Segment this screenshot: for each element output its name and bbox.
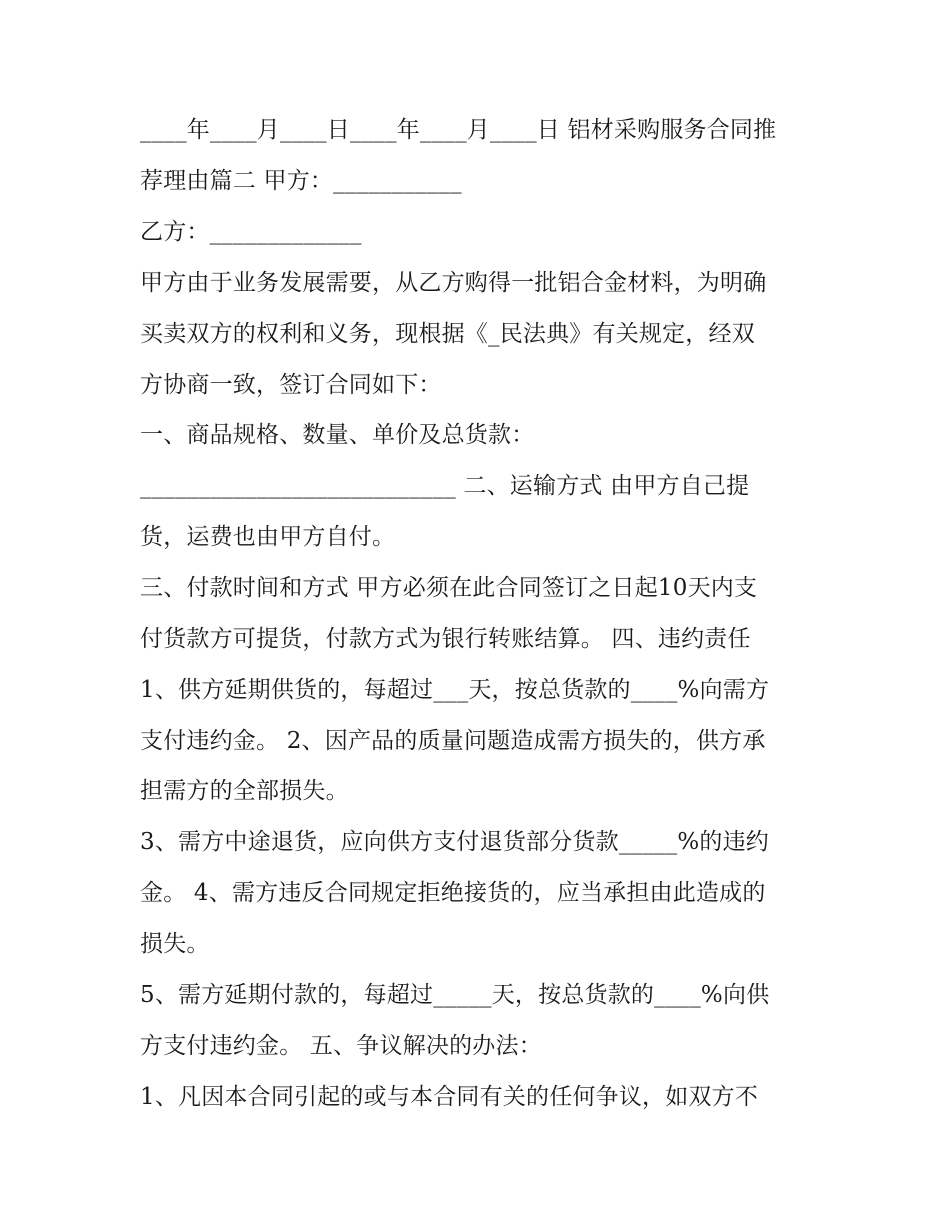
text-line-14: 担需方的全部损失。 — [140, 778, 349, 804]
text-line-12: 1、供方延期供货的，每超过___天，按总货款的____%向需方 — [140, 677, 770, 703]
text-line-4: 甲方由于业务发展需要，从乙方购得一批铝合金材料，为明确 — [140, 270, 767, 296]
text-line-20: 1、凡因本合同引起的或与本合同有关的任何争议，如双方不 — [140, 1084, 759, 1110]
text-line-1: ____年____月____日____年____月____日 铝材采购服务合同推 — [140, 117, 777, 143]
text-line-16: 金。 4、需方违反合同规定拒绝接货的，应当承担由此造成的 — [140, 880, 766, 906]
text-line-8: ___________________________ 二、运输方式 由甲方自己提 — [140, 473, 750, 499]
text-line-13: 支付违约金。 2、因产品的质量问题造成需方损失的，供方承 — [140, 728, 766, 754]
text-line-18: 5、需方延期付款的，每超过_____天，按总货款的____%向供 — [140, 982, 770, 1008]
text-line-6: 方协商一致，签订合同如下： — [140, 372, 442, 398]
text-line-5: 买卖双方的权利和义务，现根据《_民法典》有关规定，经双 — [140, 321, 755, 347]
text-line-10: 三、付款时间和方式 甲方必须在此合同签订之日起10天内支 — [140, 575, 758, 601]
text-line-17: 损失。 — [140, 931, 210, 957]
text-line-7: 一、商品规格、数量、单价及总货款： — [140, 422, 535, 448]
text-line-9: 货，运费也由甲方自付。 — [140, 524, 396, 550]
text-line-19: 方支付违约金。 五、争议解决的办法： — [140, 1033, 542, 1059]
text-line-3: 乙方：_____________ — [140, 219, 362, 245]
text-line-15: 3、需方中途退货，应向供方支付退货部分货款_____%的违约 — [140, 829, 769, 855]
text-line-2: 荐理由篇二 甲方：___________ — [140, 168, 462, 194]
text-line-11: 付货款方可提货，付款方式为银行转账结算。 四、违约责任 — [140, 626, 751, 652]
